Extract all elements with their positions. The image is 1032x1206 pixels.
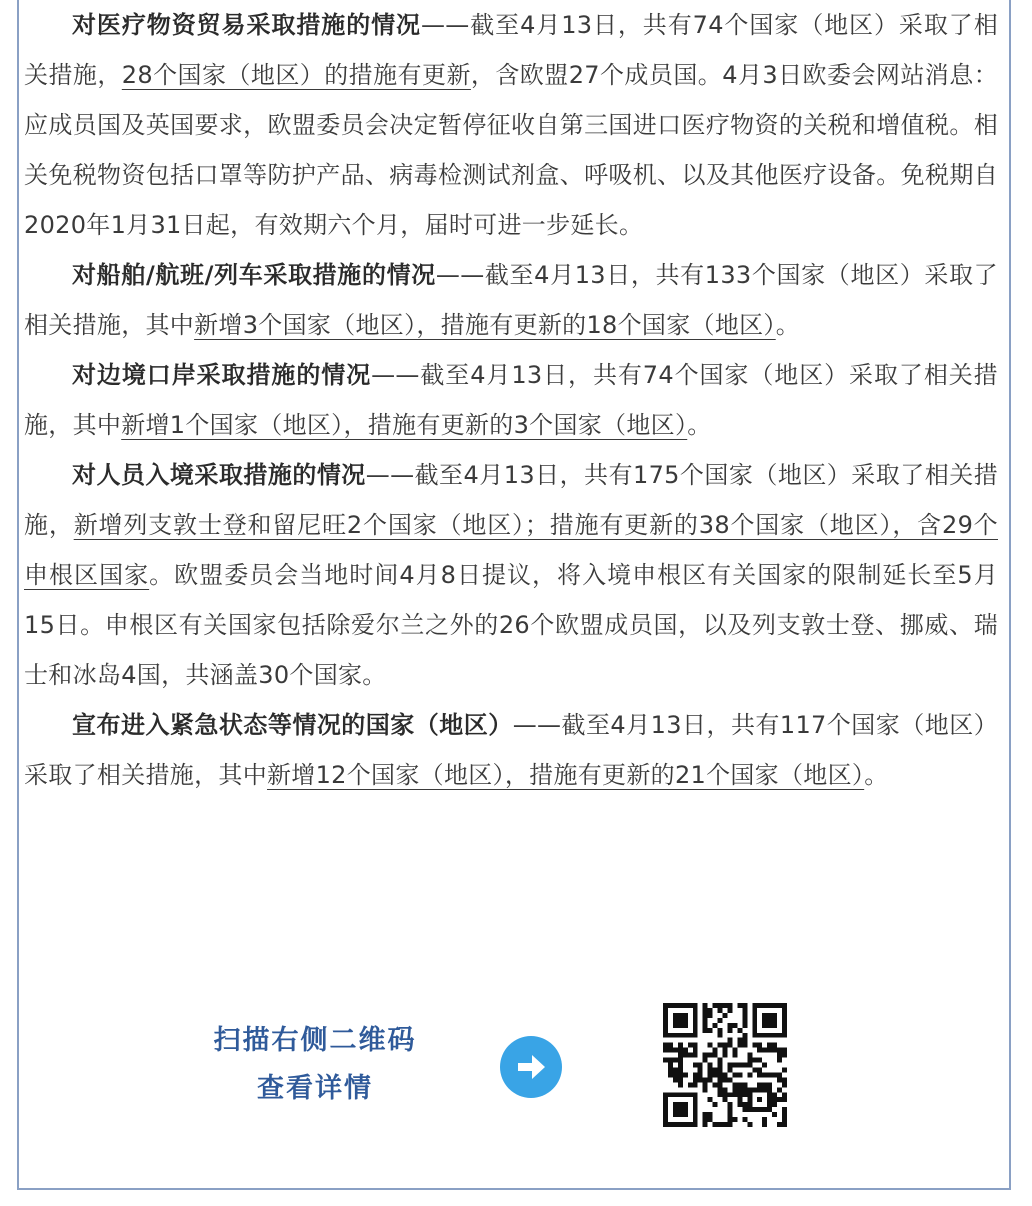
- para-heading: 对人员入境采取措施的情况: [72, 461, 366, 489]
- para-text: ，含欧盟27个成员国。4月3日欧委会网站消息：应成员国及英国要求，欧盟委员会决定暂停征收自第三国进口医疗物资的关税和增值税。相关免税物资包括口罩等防护产品、病毒检测试剂盒、呼吸机、以及其他医疗设备。免税期自2020年1月31日起，有效期六个月，届时可进一步延长。: [24, 61, 998, 239]
- scan-prompt: [195, 1017, 435, 1113]
- para-heading: 宣布进入紧急状态等情况的国家（地区）: [72, 711, 513, 739]
- paragraph-medical-supplies: [24, 0, 998, 250]
- paragraph-border-ports: [24, 350, 998, 450]
- scan-prompt-line2: 查看详情: [257, 1073, 373, 1104]
- para-text: ——截至4月13日，共有74个国家（地区）采取了相关措施，其中: [24, 361, 998, 439]
- para-text: ——截至4月13日，共有133个国家（地区）采取了相关措施，其中: [24, 261, 998, 339]
- arrow-right-circle-icon[interactable]: [500, 1036, 562, 1098]
- para-text: 。欧盟委员会当地时间4月8日提议，将入境申根区有关国家的限制延长至5月15日。申根区有关国家包括除爱尔兰之外的26个欧盟成员国，以及列支敦士登、挪威、瑞士和冰岛4国，共涵盖30个国家。: [24, 561, 999, 689]
- para-text: 。: [864, 761, 889, 789]
- qr-code-icon[interactable]: [663, 1003, 787, 1127]
- paragraph-emergency: [24, 700, 998, 800]
- paragraph-transport: [24, 250, 998, 350]
- para-text: ——截至4月13日，共有175个国家（地区）采取了相关措施，: [24, 461, 999, 539]
- para-text: ——截至4月13日，共有74个国家（地区）采取了相关措施，: [24, 11, 998, 89]
- qr-section: [0, 995, 1032, 1145]
- article-body: [24, 0, 998, 800]
- para-heading: 对船舶/航班/列车采取措施的情况: [72, 261, 436, 289]
- para-underlined-text: 28个国家（地区）的措施有更新: [121, 61, 471, 89]
- para-text: ——截至4月13日，共有117个国家（地区）采取了相关措施，其中: [24, 711, 998, 789]
- para-heading: 对医疗物资贸易采取措施的情况: [72, 11, 421, 39]
- para-heading: 对边境口岸采取措施的情况: [72, 361, 372, 389]
- para-underlined-text: 新增1个国家（地区），措施有更新的3个国家（地区）: [121, 411, 688, 439]
- para-underlined-text: 新增3个国家（地区），措施有更新的18个国家（地区）: [194, 311, 776, 339]
- paragraph-entry-measures: [24, 450, 998, 700]
- para-underlined-text: 新增12个国家（地区），措施有更新的21个国家（地区）: [267, 761, 865, 789]
- para-underlined-text: 新增列支敦士登和留尼旺2个国家（地区）；措施有更新的38个国家（地区），含29个申根区国家: [24, 511, 998, 589]
- para-text: 。: [687, 411, 712, 439]
- para-text: 。: [775, 311, 801, 339]
- scan-prompt-line1: 扫描右侧二维码: [213, 1025, 417, 1056]
